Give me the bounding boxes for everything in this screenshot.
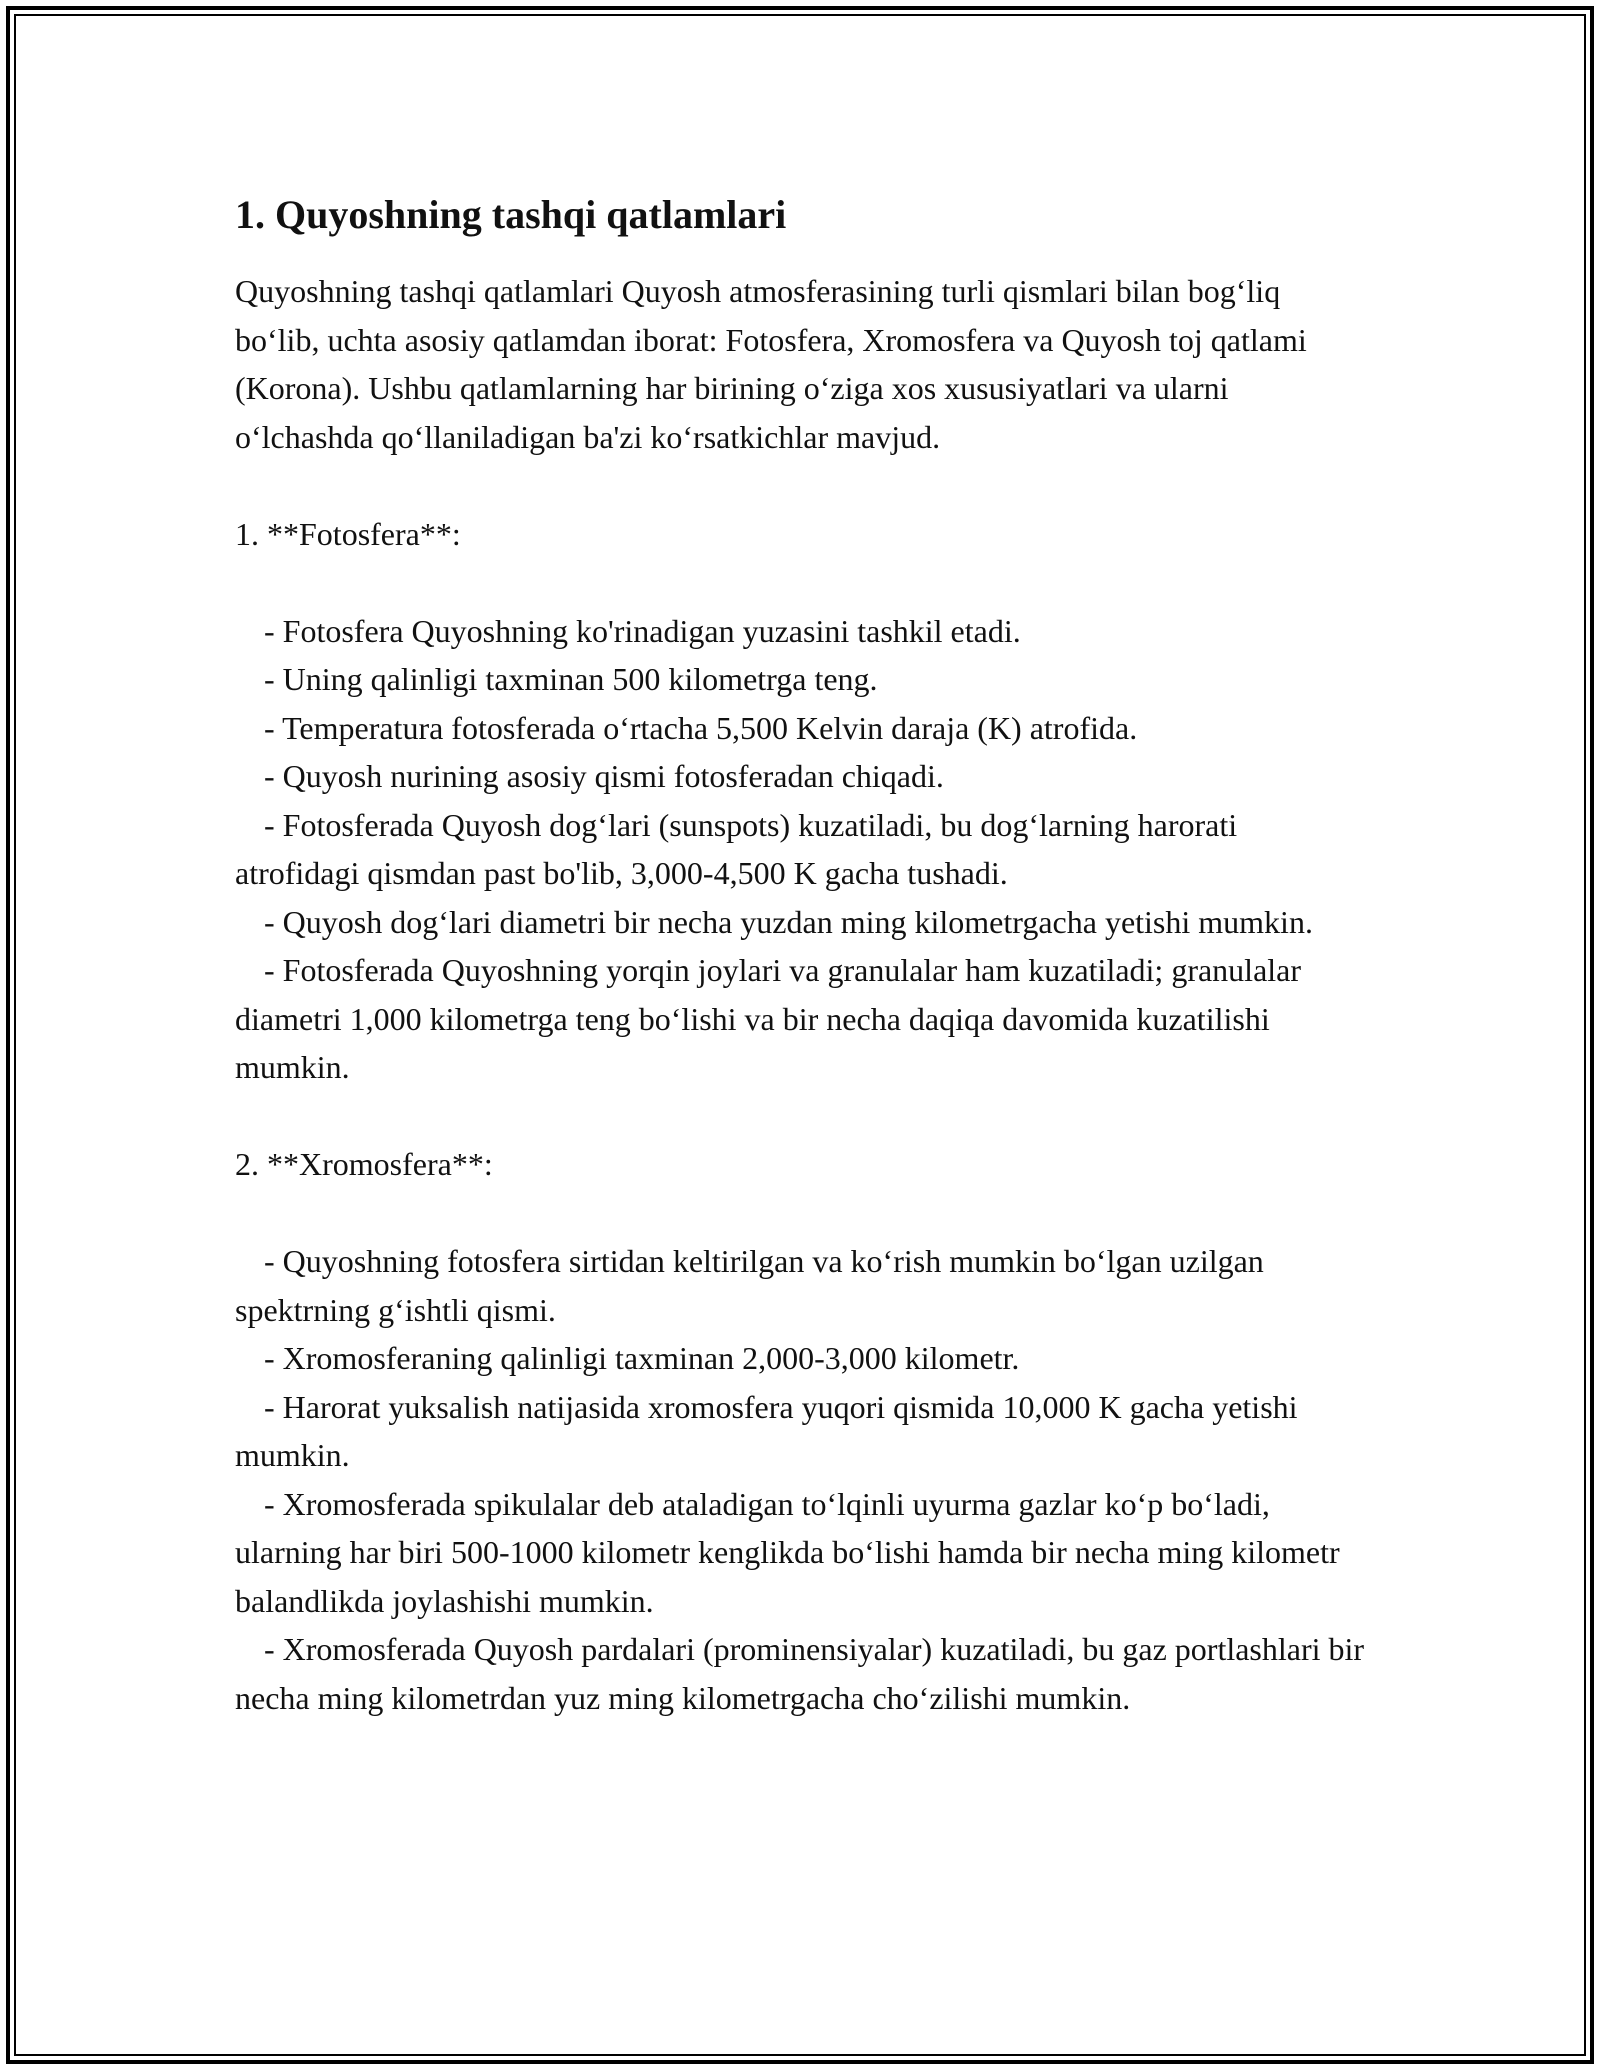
list-item: - Xromosferaning qalinligi taxminan 2,000-3,000 kilometr.	[264, 1340, 1020, 1376]
list-item: - Quyosh dog‘lari diametri bir necha yuzdan ming kilometrgacha yetishi mumkin.	[264, 903, 1313, 940]
list-item: - Harorat yuksalish natijasida xromosfera yuqori qismida 10,000 K gacha yetishi mumkin.	[235, 1388, 1298, 1473]
section-heading-fotosfera: 1. **Fotosfera**:	[235, 515, 461, 552]
section-list-fotosfera	[235, 607, 1365, 1092]
document-body	[235, 185, 1365, 1722]
list-item: - Fotosferada Quyoshning yorqin joylari va granulalar ham kuzatiladi; granulalar diametri 1,000 kilometrga teng bo‘lishi va bir necha daqiqa davomida kuzatilishi mumkin.	[235, 952, 1302, 1085]
list-item: - Xromosferada spikulalar deb ataladigan to‘lqinli uyurma gazlar ko‘p bo‘ladi, ularning har biri 500-1000 kilometr kenglikda bo‘lishi hamda bir necha ming kilometr balandlikda joylashishi mumkin.	[235, 1485, 1340, 1619]
list-item: - Quyosh nurining asosiy qismi fotosferadan chiqadi.	[264, 758, 944, 794]
document-title: 1. Quyoshning tashqi qatlamlari	[235, 192, 787, 237]
list-item: - Fotosfera Quyoshning ko'rinadigan yuzasini tashkil etadi.	[264, 612, 1021, 649]
list-item: - Quyoshning fotosfera sirtidan keltirilgan va ko‘rish mumkin bo‘lgan uzilgan spektrning g‘ishtli qismi.	[235, 1243, 1264, 1328]
list-item: - Uning qalinligi taxminan 500 kilometrga teng.	[264, 661, 878, 697]
section-list-xromosfera	[235, 1237, 1365, 1722]
list-item: - Xromosferada Quyosh pardalari (prominensiyalar) kuzatiladi, bu gaz portlashlari bir necha ming kilometrdan yuz ming kilometrgacha cho‘zilishi mumkin.	[235, 1631, 1365, 1716]
intro-paragraph: Quyoshning tashqi qatlamlari Quyosh atmosferasining turli qismlari bilan bog‘liq bo‘lib, uchta asosiy qatlamdan iborat: Fotosfera, Xromosfera va Quyosh toj qatlami (Korona). Ushbu qatlamlarning har birining o‘ziga xos xususiyatlari va ularni o‘lchashda qo‘llaniladigan ba'zi ko‘rsatkichlar mavjud.	[235, 273, 1307, 455]
list-item: - Temperatura fotosferada o‘rtacha 5,500 Kelvin daraja (K) atrofida.	[264, 709, 1138, 746]
section-heading-xromosfera: 2. **Xromosfera**:	[235, 1146, 493, 1182]
list-item: - Fotosferada Quyosh dog‘lari (sunspots) kuzatiladi, bu dog‘larning harorati atrofidagi qismdan past bo'lib, 3,000-4,500 K gacha tushadi.	[235, 806, 1238, 891]
